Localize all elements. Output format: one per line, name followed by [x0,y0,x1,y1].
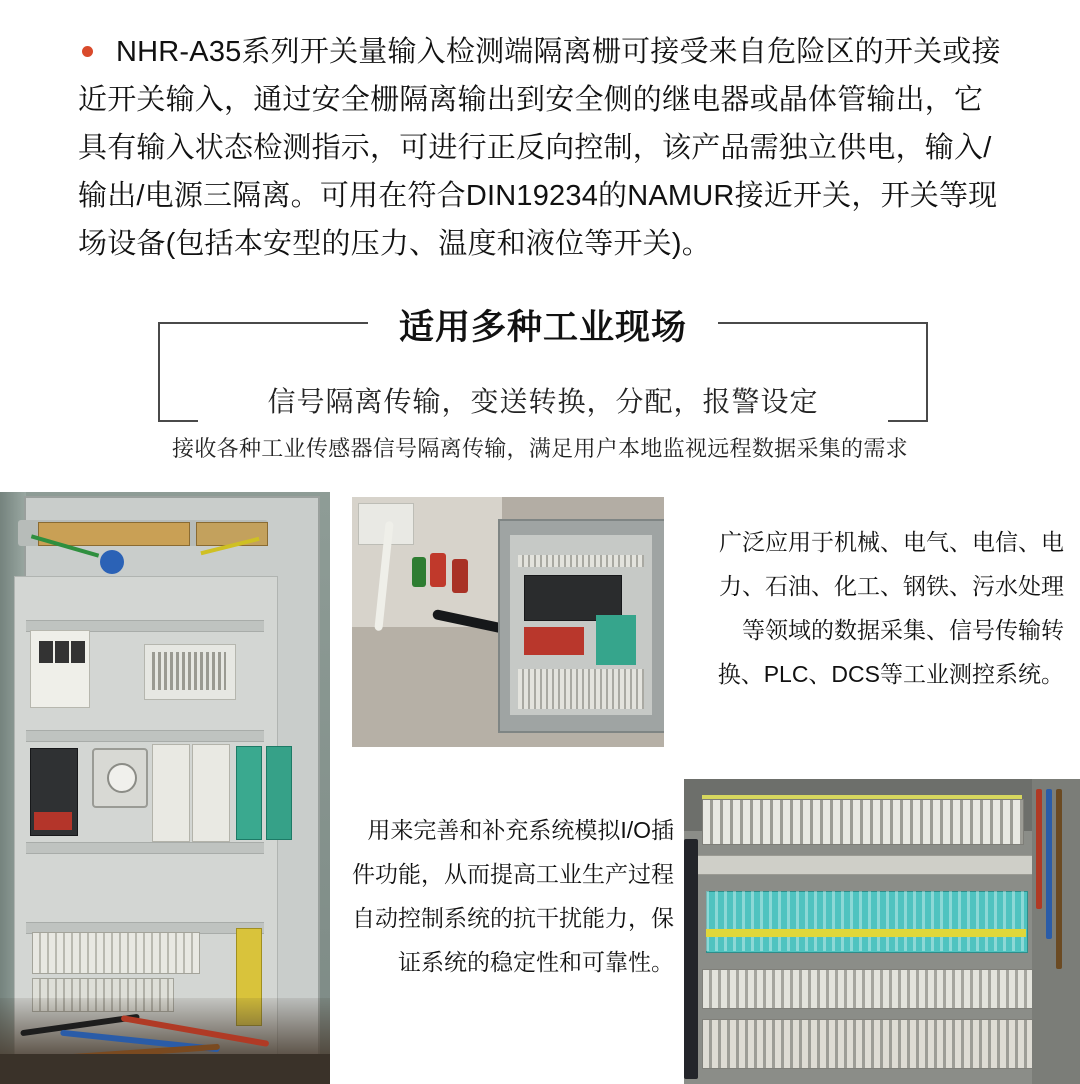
intro-block [78,28,1008,268]
callout-right-top: 广泛应用于机械、电气、电信、电力、石油、化工、钢铁、污水处理等领域的数据采集、信号传输转换、PLC、DCS等工业测控系统。 [717,529,1064,687]
headline-title: 适用多种工业现场 [398,308,687,347]
cabinet-wiring-closeup-photo [684,779,1080,1084]
headline-note: 接收各种工业传感器信号隔离传输，满足用户本地监视远程数据采集的需求 [172,436,908,461]
callout-mid-bottom: 用来完善和补充系统模拟I/O插件功能，从而提高工业生产过程自动控制系统的抗干扰能力，保证系统的稳定性和可靠性。 [352,817,674,975]
headline-section [158,300,928,440]
control-cabinet-open-door-photo [0,492,330,1084]
intro-paragraph: NHR-A35系列开关量输入检测端隔离栅可接受来自危险区的开关或接近开关输入，通过安全栅隔离输出到安全侧的继电器或晶体管输出，它具有输入状态检测指示，可进行正反向控制，该产品需独立供电，输入/输出/电源三隔离。可用在符合DIN19234的NAMUR接近开关，开关等现场设备(包括本安型的压力、温度和液位等开关)。 [78,36,1001,260]
cabinet-on-floor-photo [352,497,664,747]
headline-subtitle: 信号隔离传输，变送转换，分配，报警设定 [267,386,819,417]
bullet-icon [82,46,93,57]
